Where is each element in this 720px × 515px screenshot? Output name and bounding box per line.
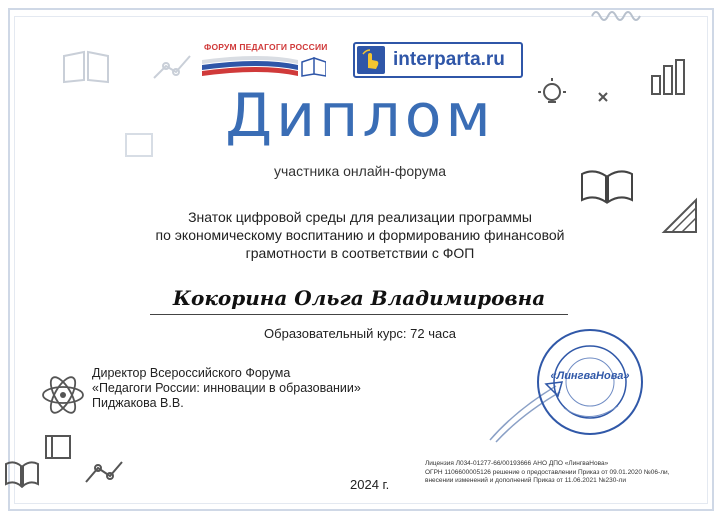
- atom-icon: [40, 372, 86, 418]
- forum-logo-text: ФОРУМ ПЕДАГОГИ РОССИИ: [204, 42, 328, 52]
- name-underline: [150, 314, 568, 315]
- topic-line: грамотности в соответствии с ФОП: [245, 245, 475, 261]
- diploma-subtitle: участника онлайн-форума: [273, 163, 447, 179]
- director-title: Директор Всероссийского Форума: [92, 366, 291, 380]
- license-info: [425, 460, 669, 486]
- license-line: ОГРН 1106600005126 решение о предоставлении Приказ от 09.01.2020 №06-ли,: [425, 468, 670, 476]
- official-stamp: [534, 326, 646, 438]
- book-icon: [62, 50, 110, 84]
- interparta-logo: [353, 42, 523, 78]
- stamp-center-text: «ЛингваНова»: [550, 370, 630, 382]
- closed-book-icon: [42, 432, 76, 462]
- course-hours: Образовательный курс: 72 часа: [264, 326, 456, 341]
- license-line: внесении изменений и дополнений Приказ от 11.06.2021 №230-ли: [425, 477, 626, 484]
- forum-name: «Педагоги России: инновации в образовании»: [92, 381, 361, 395]
- recipient-name: Кокорина Ольга Владимировна: [172, 286, 546, 310]
- interparta-logo-text: interparta.ru: [393, 49, 505, 70]
- topic-line: Знаток цифровой среды для реализации программы: [188, 209, 532, 225]
- license-line: Лицензия Л034-01277-66/00193666 АНО ДПО «ЛингваНова»: [425, 460, 609, 467]
- forum-logo: [198, 40, 330, 80]
- diploma-topic: [120, 208, 600, 262]
- director-signature-block: [92, 366, 361, 411]
- diploma-title: Диплом: [225, 81, 495, 151]
- issue-year: 2024 г.: [350, 477, 390, 492]
- open-book-left-icon: [4, 458, 40, 488]
- spiral-binding-icon: [590, 8, 650, 24]
- hand-pointer-icon: [357, 46, 385, 74]
- flag-stripes-icon: [202, 54, 326, 78]
- topic-line: по экономическому воспитанию и формированию финансовой: [155, 227, 565, 243]
- fan-book-icon: [660, 196, 700, 236]
- director-name: Пиджакова В.В.: [92, 396, 184, 410]
- graph-nodes-icon: [82, 458, 126, 486]
- chart-line-icon: [152, 52, 192, 82]
